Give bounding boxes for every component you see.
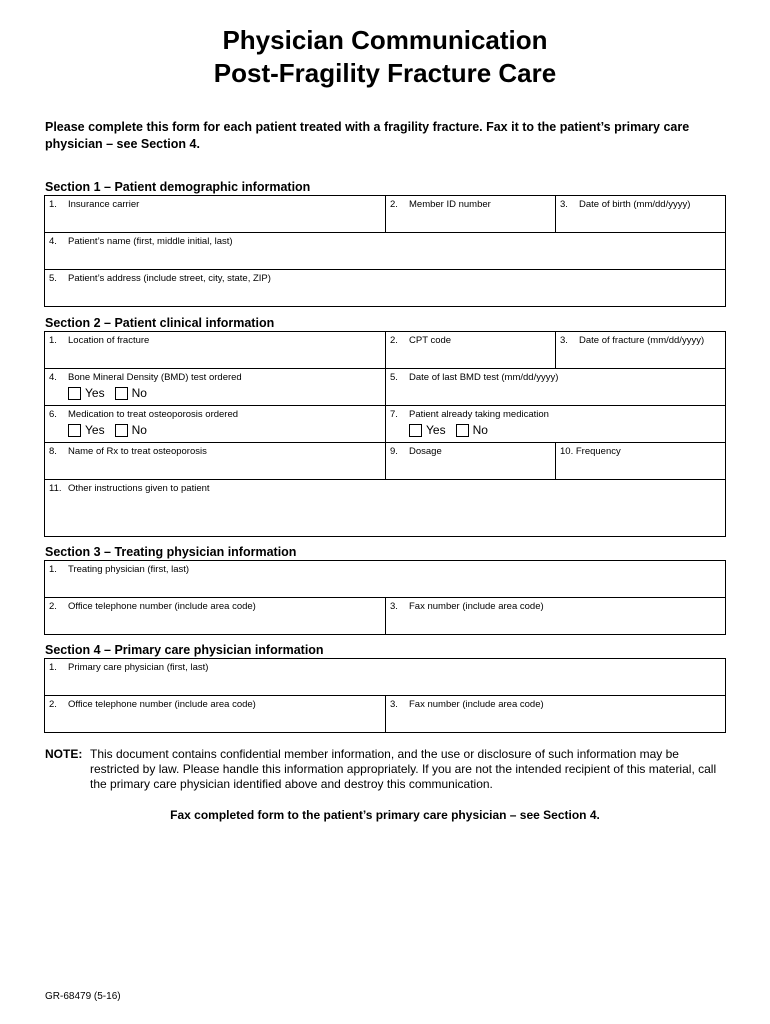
bmd-test-ordered-field: 4. Bone Mineral Density (BMD) test ordered Yes No <box>45 369 386 406</box>
insurance-carrier-field[interactable]: 1. Insurance carrier <box>45 196 386 233</box>
treating-fax-field[interactable]: 3. Fax number (include area code) <box>386 598 726 635</box>
field-label: Patient’s address (include street, city, state, ZIP) <box>68 273 271 284</box>
medication-ordered-field: 6. Medication to treat osteoporosis ordered Yes No <box>45 406 386 443</box>
field-label: Date of fracture (mm/dd/yyyy) <box>579 335 705 346</box>
note-text: This document contains confidential member information, and the use or disclosure of such information may be restricted by law. Please handle this information appropriately. If you are not the intended recipient of this material, call the primary care physician identified above and destroy this communication. <box>90 747 717 791</box>
medication-ordered-yes-checkbox[interactable] <box>68 424 81 437</box>
section-3-table <box>44 560 726 635</box>
field-label: Treating physician (first, last) <box>68 564 190 575</box>
section-2-table <box>44 331 726 537</box>
primary-care-physician-field[interactable]: 1. Primary care physician (first, last) <box>45 659 726 696</box>
field-label: CPT code <box>409 335 452 346</box>
medication-ordered-no-checkbox[interactable] <box>115 424 128 437</box>
dosage-field[interactable]: 9. Dosage <box>386 443 556 480</box>
yes-label: Yes <box>426 423 446 437</box>
other-instructions-field[interactable]: 11. Other instructions given to patient <box>45 480 726 537</box>
field-label: Name of Rx to treat osteoporosis <box>68 446 207 457</box>
field-label: Medication to treat osteoporosis ordered <box>68 409 239 420</box>
field-label: Fax number (include area code) <box>409 699 544 710</box>
already-taking-yes-checkbox[interactable] <box>409 424 422 437</box>
field-label: Bone Mineral Density (BMD) test ordered <box>68 372 242 383</box>
already-taking-medication-field: 7. Patient already taking medication Yes No <box>386 406 726 443</box>
section-1-table <box>44 195 726 307</box>
section-1-heading: Section 1 – Patient demographic information <box>45 180 311 194</box>
cpt-code-field[interactable]: 2. CPT code <box>386 332 556 369</box>
field-label: Primary care physician (first, last) <box>68 662 209 673</box>
rx-name-field[interactable]: 8. Name of Rx to treat osteoporosis <box>45 443 386 480</box>
page-title-line-2: Post-Fragility Fracture Care <box>213 58 557 88</box>
field-label: Office telephone number (include area code) <box>68 601 256 612</box>
date-of-birth-field[interactable]: 3. Date of birth (mm/dd/yyyy) <box>556 196 726 233</box>
section-4-heading: Section 4 – Primary care physician information <box>45 643 324 657</box>
field-label: Date of last BMD test (mm/dd/yyyy) <box>409 372 559 383</box>
frequency-field[interactable] <box>556 443 726 480</box>
field-label: Patient already taking medication <box>409 409 549 420</box>
field-label: Insurance carrier <box>68 199 140 210</box>
bmd-no-checkbox[interactable] <box>115 387 128 400</box>
patient-address-field[interactable]: 5. Patient’s address (include street, city, state, ZIP) <box>45 270 726 307</box>
fracture-date-field[interactable]: 3. Date of fracture (mm/dd/yyyy) <box>556 332 726 369</box>
field-label: Location of fracture <box>68 335 150 346</box>
note-label: NOTE: <box>45 747 83 761</box>
treating-office-phone-field[interactable]: 2. Office telephone number (include area code) <box>45 598 386 635</box>
already-taking-no-checkbox[interactable] <box>456 424 469 437</box>
last-bmd-date-field[interactable]: 5. Date of last BMD test (mm/dd/yyyy) <box>386 369 726 406</box>
field-label: 10. Frequency <box>560 446 621 457</box>
field-label: Other instructions given to patient <box>68 483 210 494</box>
fracture-location-field[interactable]: 1. Location of fracture <box>45 332 386 369</box>
intro-instructions: Please complete this form for each patient treated with a fragility fracture. Fax it to the patient’s primary care physician – see Section 4. <box>45 120 690 151</box>
field-label: Office telephone number (include area code) <box>68 699 256 710</box>
treating-physician-field[interactable]: 1. Treating physician (first, last) <box>45 561 726 598</box>
pcp-office-phone-field[interactable]: 2. Office telephone number (include area code) <box>45 696 386 733</box>
no-label: No <box>131 423 147 437</box>
no-label: No <box>131 386 147 400</box>
bmd-yes-checkbox[interactable] <box>68 387 81 400</box>
no-label: No <box>472 423 488 437</box>
section-3-heading: Section 3 – Treating physician information <box>45 545 297 559</box>
field-label: Date of birth (mm/dd/yyyy) <box>579 199 691 210</box>
member-id-field[interactable]: 2. Member ID number <box>386 196 556 233</box>
section-2-heading: Section 2 – Patient clinical information <box>45 316 275 330</box>
form-number: GR-68479 (5-16) <box>45 991 121 1002</box>
section-4-table <box>44 658 726 733</box>
patient-name-field[interactable]: 4. Patient’s name (first, middle initial, last) <box>45 233 726 270</box>
confidentiality-note <box>45 747 725 792</box>
yes-label: Yes <box>85 423 105 437</box>
field-label: Fax number (include area code) <box>409 601 544 612</box>
pcp-fax-field[interactable]: 3. Fax number (include area code) <box>386 696 726 733</box>
fax-instruction: Fax completed form to the patient’s primary care physician – see Section 4. <box>170 808 600 822</box>
yes-label: Yes <box>85 386 105 400</box>
field-label: Dosage <box>409 446 442 457</box>
field-label: Member ID number <box>409 199 491 210</box>
field-label: Patient’s name (first, middle initial, last) <box>68 236 233 247</box>
page-title-line-1: Physician Communication <box>222 25 548 55</box>
